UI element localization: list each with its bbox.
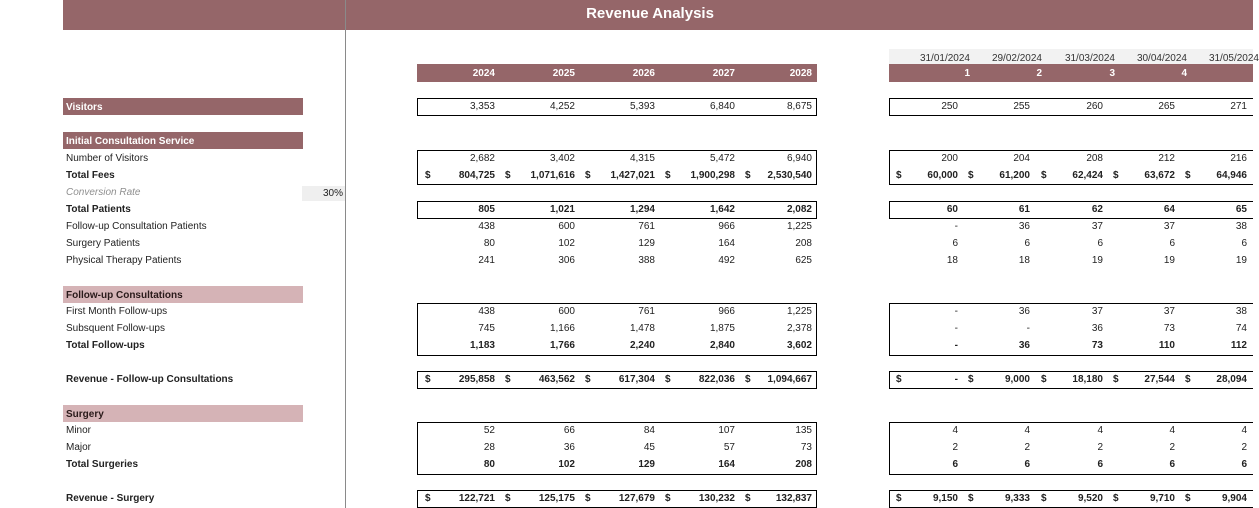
row-label-total-followups: Total Follow-ups	[66, 340, 145, 351]
monthly-cell-total-followups[interactable]: 73	[1091, 340, 1103, 351]
monthly-cell-subsequent-followups[interactable]: 73	[1163, 323, 1175, 334]
annual-cell-revenue-surgery[interactable]: 127,679	[618, 493, 655, 504]
annual-cell-total-fees[interactable]: 1,071,616	[530, 170, 575, 181]
monthly-cell-first-month-followups[interactable]: 38	[1235, 306, 1247, 317]
annual-cell-physical-therapy-patients[interactable]: 241	[478, 255, 495, 266]
monthly-cell-major[interactable]: 2	[1097, 442, 1103, 453]
currency-symbol: $	[425, 493, 431, 504]
row-label-physical-therapy-patients: Physical Therapy Patients	[66, 255, 182, 266]
monthly-cell-first-month-followups[interactable]: 37	[1163, 306, 1175, 317]
currency-symbol: $	[968, 374, 974, 385]
section-label-surgery: Surgery	[66, 409, 104, 420]
currency-symbol: $	[665, 374, 671, 385]
row-label-followup-consultation-patients: Follow-up Consultation Patients	[66, 221, 207, 232]
monthly-cell-followup-consultation-patients[interactable]: 37	[1091, 221, 1103, 232]
monthly-cell-minor[interactable]: 4	[1241, 425, 1247, 436]
annual-cell-number-of-visitors[interactable]: 5,472	[709, 153, 735, 164]
monthly-cell-surgery-patients[interactable]: 6	[1097, 238, 1103, 249]
annual-cell-visitors[interactable]: 4,252	[549, 101, 575, 112]
monthly-cell-subsequent-followups[interactable]: 74	[1235, 323, 1247, 334]
currency-symbol: $	[968, 493, 974, 504]
currency-symbol: $	[1185, 170, 1191, 181]
monthly-cell-number-of-visitors[interactable]: 216	[1230, 153, 1247, 164]
annual-cell-physical-therapy-patients[interactable]: 625	[795, 255, 812, 266]
monthly-cell-minor[interactable]: 4	[1169, 425, 1175, 436]
annual-cell-surgery-patients[interactable]: 208	[795, 238, 812, 249]
monthly-cell-minor[interactable]: 4	[1024, 425, 1030, 436]
monthly-cell-total-followups[interactable]: 112	[1230, 340, 1247, 351]
monthly-cell-total-surgeries[interactable]: 6	[952, 459, 958, 470]
annual-cell-physical-therapy-patients[interactable]: 492	[718, 255, 735, 266]
currency-symbol: $	[425, 170, 431, 181]
page-title: Revenue Analysis	[586, 5, 714, 22]
period-number: 1	[964, 68, 970, 79]
row-label-total-patients: Total Patients	[66, 204, 131, 215]
monthly-cell-visitors[interactable]: 260	[1086, 101, 1103, 112]
annual-cell-total-surgeries[interactable]: 208	[795, 459, 812, 470]
monthly-cell-physical-therapy-patients[interactable]: 19	[1235, 255, 1247, 266]
period-date: 30/04/2024	[1136, 53, 1187, 64]
monthly-cell-revenue-followup[interactable]: 28,094	[1216, 374, 1247, 385]
annual-cell-first-month-followups[interactable]: 1,225	[786, 306, 812, 317]
annual-cell-major[interactable]: 45	[643, 442, 655, 453]
row-label-revenue-followup: Revenue - Follow-up Consultations	[66, 374, 234, 385]
annual-cell-revenue-surgery[interactable]: 130,232	[698, 493, 735, 504]
monthly-cell-physical-therapy-patients[interactable]: 19	[1091, 255, 1103, 266]
currency-symbol: $	[505, 493, 511, 504]
currency-symbol: $	[1185, 493, 1191, 504]
annual-cell-number-of-visitors[interactable]: 4,315	[629, 153, 655, 164]
period-date: 29/02/2024	[991, 53, 1042, 64]
monthly-cell-subsequent-followups[interactable]: -	[954, 323, 958, 334]
monthly-cell-major[interactable]: 2	[1241, 442, 1247, 453]
year-header: 2024	[472, 68, 495, 79]
annual-cell-total-surgeries[interactable]: 164	[718, 459, 735, 470]
conversion-rate-value[interactable]: 30%	[322, 188, 343, 199]
annual-cell-total-followups[interactable]: 2,840	[709, 340, 735, 351]
row-label-number-of-visitors: Number of Visitors	[66, 153, 149, 164]
annual-cell-minor[interactable]: 107	[718, 425, 735, 436]
row-label-revenue-surgery: Revenue - Surgery	[66, 493, 155, 504]
currency-symbol: $	[745, 493, 751, 504]
monthly-cell-major[interactable]: 2	[1169, 442, 1175, 453]
row-label-total-fees: Total Fees	[66, 170, 115, 181]
annual-cell-total-patients[interactable]: 2,082	[786, 204, 812, 215]
annual-cell-revenue-followup[interactable]: 617,304	[618, 374, 655, 385]
row-group-box	[889, 422, 1253, 475]
annual-cell-total-followups[interactable]: 1,766	[549, 340, 575, 351]
row-label-minor: Minor	[66, 425, 92, 436]
monthly-cell-physical-therapy-patients[interactable]: 19	[1163, 255, 1175, 266]
monthly-cell-subsequent-followups[interactable]: 36	[1091, 323, 1103, 334]
monthly-cell-number-of-visitors[interactable]: 200	[941, 153, 958, 164]
annual-cell-revenue-followup[interactable]: 1,094,667	[767, 374, 812, 385]
annual-cell-total-surgeries[interactable]: 80	[483, 459, 495, 470]
monthly-cell-visitors[interactable]: 250	[941, 101, 958, 112]
annual-cell-total-followups[interactable]: 1,183	[469, 340, 495, 351]
row-label-conversion-rate: Conversion Rate	[66, 187, 141, 198]
annual-cell-number-of-visitors[interactable]: 2,682	[469, 153, 495, 164]
row-label-surgery-patients: Surgery Patients	[66, 238, 140, 249]
monthly-cell-visitors[interactable]: 271	[1230, 101, 1247, 112]
currency-symbol: $	[505, 374, 511, 385]
annual-cell-surgery-patients[interactable]: 164	[718, 238, 735, 249]
annual-cell-physical-therapy-patients[interactable]: 388	[638, 255, 655, 266]
annual-cell-total-fees[interactable]: 1,900,298	[690, 170, 735, 181]
monthly-cell-followup-consultation-patients[interactable]: 36	[1018, 221, 1030, 232]
year-header: 2025	[552, 68, 575, 79]
currency-symbol: $	[1113, 493, 1119, 504]
monthly-cell-total-surgeries[interactable]: 6	[1241, 459, 1247, 470]
monthly-cell-minor[interactable]: 4	[952, 425, 958, 436]
monthly-cell-first-month-followups[interactable]: 36	[1018, 306, 1030, 317]
annual-cell-revenue-followup[interactable]: 822,036	[698, 374, 735, 385]
monthly-cell-revenue-followup[interactable]: 27,544	[1144, 374, 1175, 385]
monthly-cell-total-patients[interactable]: 61	[1018, 204, 1030, 215]
annual-cell-minor[interactable]: 52	[483, 425, 495, 436]
monthly-cell-total-surgeries[interactable]: 6	[1097, 459, 1103, 470]
monthly-cell-major[interactable]: 2	[1024, 442, 1030, 453]
monthly-cell-first-month-followups[interactable]: 37	[1091, 306, 1103, 317]
annual-cell-surgery-patients[interactable]: 129	[638, 238, 655, 249]
annual-cell-followup-consultation-patients[interactable]: 761	[638, 221, 655, 232]
monthly-cell-major[interactable]: 2	[952, 442, 958, 453]
currency-symbol: $	[505, 170, 511, 181]
monthly-cell-total-surgeries[interactable]: 6	[1169, 459, 1175, 470]
currency-symbol: $	[1113, 374, 1119, 385]
currency-symbol: $	[1041, 170, 1047, 181]
annual-cell-first-month-followups[interactable]: 600	[558, 306, 575, 317]
annual-cell-surgery-patients[interactable]: 102	[558, 238, 575, 249]
monthly-cell-total-patients[interactable]: 62	[1091, 204, 1103, 215]
section-label-followup-consultations: Follow-up Consultations	[66, 290, 183, 301]
annual-cell-visitors[interactable]: 5,393	[629, 101, 655, 112]
annual-cell-visitors[interactable]: 6,840	[709, 101, 735, 112]
annual-cell-physical-therapy-patients[interactable]: 306	[558, 255, 575, 266]
year-header: 2026	[632, 68, 655, 79]
monthly-cell-surgery-patients[interactable]: 6	[1241, 238, 1247, 249]
monthly-cell-revenue-surgery[interactable]: 9,333	[1004, 493, 1030, 504]
monthly-cell-revenue-surgery[interactable]: 9,710	[1149, 493, 1175, 504]
monthly-cell-total-fees[interactable]: 64,946	[1216, 170, 1247, 181]
currency-symbol: $	[1041, 493, 1047, 504]
annual-cell-number-of-visitors[interactable]: 3,402	[549, 153, 575, 164]
monthly-cell-visitors[interactable]: 265	[1158, 101, 1175, 112]
monthly-cell-total-fees[interactable]: 62,424	[1072, 170, 1103, 181]
annual-cell-subsequent-followups[interactable]: 1,875	[709, 323, 735, 334]
currency-symbol: $	[896, 374, 902, 385]
annual-cell-total-patients[interactable]: 1,021	[549, 204, 575, 215]
currency-symbol: $	[1185, 374, 1191, 385]
monthly-cell-minor[interactable]: 4	[1097, 425, 1103, 436]
annual-cell-revenue-followup[interactable]: 295,858	[458, 374, 495, 385]
annual-cell-minor[interactable]: 135	[795, 425, 812, 436]
monthly-cell-revenue-followup[interactable]: 9,000	[1004, 374, 1030, 385]
annual-cell-first-month-followups[interactable]: 966	[718, 306, 735, 317]
annual-cell-first-month-followups[interactable]: 438	[478, 306, 495, 317]
currency-symbol: $	[745, 374, 751, 385]
annual-cell-total-patients[interactable]: 805	[478, 204, 495, 215]
monthly-cell-total-followups[interactable]: 110	[1158, 340, 1175, 351]
monthly-cell-followup-consultation-patients[interactable]: 37	[1163, 221, 1175, 232]
period-number: 4	[1181, 68, 1187, 79]
annual-cell-followup-consultation-patients[interactable]: 438	[478, 221, 495, 232]
currency-symbol: $	[968, 170, 974, 181]
period-date: 31/03/2024	[1064, 53, 1115, 64]
row-group-box	[417, 150, 817, 185]
annual-cell-total-fees[interactable]: 1,427,021	[610, 170, 655, 181]
monthly-cell-total-surgeries[interactable]: 6	[1024, 459, 1030, 470]
currency-symbol: $	[585, 170, 591, 181]
period-number: 2	[1036, 68, 1042, 79]
monthly-cell-revenue-followup[interactable]: -	[954, 374, 958, 385]
monthly-cell-number-of-visitors[interactable]: 208	[1086, 153, 1103, 164]
annual-cell-revenue-surgery[interactable]: 132,837	[775, 493, 812, 504]
currency-symbol: $	[665, 170, 671, 181]
monthly-cell-total-patients[interactable]: 65	[1235, 204, 1247, 215]
monthly-cell-total-followups[interactable]: -	[954, 340, 958, 351]
monthly-cell-visitors[interactable]: 255	[1013, 101, 1030, 112]
monthly-cell-revenue-surgery[interactable]: 9,520	[1077, 493, 1103, 504]
row-group-box	[417, 422, 817, 475]
section-label-initial-consultation: Initial Consultation Service	[66, 136, 195, 147]
annual-cell-visitors[interactable]: 3,353	[469, 101, 495, 112]
row-label-subsequent-followups: Subsquent Follow-ups	[66, 323, 165, 334]
period-number: 3	[1109, 68, 1115, 79]
annual-cell-total-followups[interactable]: 3,602	[786, 340, 812, 351]
column-divider	[345, 0, 346, 508]
monthly-cell-first-month-followups[interactable]: -	[954, 306, 958, 317]
year-header: 2028	[789, 68, 812, 79]
year-header: 2027	[712, 68, 735, 79]
currency-symbol: $	[665, 493, 671, 504]
section-label-visitors: Visitors	[66, 102, 103, 113]
annual-cell-subsequent-followups[interactable]: 2,378	[786, 323, 812, 334]
currency-symbol: $	[425, 374, 431, 385]
annual-cell-followup-consultation-patients[interactable]: 966	[718, 221, 735, 232]
currency-symbol: $	[585, 374, 591, 385]
annual-cell-total-fees[interactable]: 2,530,540	[767, 170, 812, 181]
annual-cell-minor[interactable]: 84	[643, 425, 655, 436]
monthly-cell-number-of-visitors[interactable]: 212	[1158, 153, 1175, 164]
period-date: 31/01/2024	[919, 53, 970, 64]
annual-cell-total-surgeries[interactable]: 102	[558, 459, 575, 470]
annual-cell-total-fees[interactable]: 804,725	[458, 170, 495, 181]
monthly-cell-surgery-patients[interactable]: 6	[952, 238, 958, 249]
annual-cell-number-of-visitors[interactable]: 6,940	[786, 153, 812, 164]
monthly-cell-total-patients[interactable]: 64	[1163, 204, 1175, 215]
annual-cell-minor[interactable]: 66	[563, 425, 575, 436]
currency-symbol: $	[585, 493, 591, 504]
annual-cell-total-patients[interactable]: 1,642	[709, 204, 735, 215]
annual-cell-total-followups[interactable]: 2,240	[629, 340, 655, 351]
monthly-cell-physical-therapy-patients[interactable]: 18	[946, 255, 958, 266]
monthly-cell-surgery-patients[interactable]: 6	[1169, 238, 1175, 249]
monthly-cell-followup-consultation-patients[interactable]: 38	[1235, 221, 1247, 232]
currency-symbol: $	[1041, 374, 1047, 385]
monthly-cell-total-patients[interactable]: 60	[946, 204, 958, 215]
annual-cell-revenue-surgery[interactable]: 125,175	[538, 493, 575, 504]
row-group-box	[889, 150, 1253, 185]
annual-cell-subsequent-followups[interactable]: 1,478	[629, 323, 655, 334]
period-number: 5	[1253, 68, 1259, 79]
period-date: 31/05/2024	[1208, 53, 1259, 64]
monthly-cell-total-fees[interactable]: 61,200	[999, 170, 1030, 181]
annual-cell-followup-consultation-patients[interactable]: 600	[558, 221, 575, 232]
annual-cell-major[interactable]: 36	[563, 442, 575, 453]
annual-cell-major[interactable]: 73	[800, 442, 812, 453]
annual-cell-first-month-followups[interactable]: 761	[638, 306, 655, 317]
currency-symbol: $	[745, 170, 751, 181]
row-label-first-month-followups: First Month Follow-ups	[66, 306, 168, 317]
annual-cell-major[interactable]: 57	[723, 442, 735, 453]
row-group-box	[889, 303, 1253, 356]
annual-cell-total-surgeries[interactable]: 129	[638, 459, 655, 470]
row-label-total-surgeries: Total Surgeries	[66, 459, 139, 470]
monthly-cell-physical-therapy-patients[interactable]: 18	[1018, 255, 1030, 266]
monthly-cell-revenue-surgery[interactable]: 9,150	[932, 493, 958, 504]
monthly-cell-revenue-surgery[interactable]: 9,904	[1221, 493, 1247, 504]
currency-symbol: $	[1113, 170, 1119, 181]
row-label-major: Major	[66, 442, 92, 453]
annual-cell-major[interactable]: 28	[483, 442, 495, 453]
annual-cell-subsequent-followups[interactable]: 745	[478, 323, 495, 334]
monthly-cell-followup-consultation-patients[interactable]: -	[954, 221, 958, 232]
monthly-cell-number-of-visitors[interactable]: 204	[1013, 153, 1030, 164]
annual-cell-revenue-surgery[interactable]: 122,721	[458, 493, 495, 504]
monthly-cell-total-followups[interactable]: 36	[1018, 340, 1030, 351]
monthly-cell-revenue-followup[interactable]: 18,180	[1072, 374, 1103, 385]
annual-cell-followup-consultation-patients[interactable]: 1,225	[786, 221, 812, 232]
annual-cell-visitors[interactable]: 8,675	[786, 101, 812, 112]
annual-cell-total-patients[interactable]: 1,294	[629, 204, 655, 215]
currency-symbol: $	[896, 170, 902, 181]
annual-cell-surgery-patients[interactable]: 80	[483, 238, 495, 249]
annual-cell-subsequent-followups[interactable]: 1,166	[549, 323, 575, 334]
monthly-cell-surgery-patients[interactable]: 6	[1024, 238, 1030, 249]
monthly-cell-subsequent-followups[interactable]: -	[1026, 323, 1030, 334]
annual-cell-revenue-followup[interactable]: 463,562	[538, 374, 575, 385]
monthly-cell-total-fees[interactable]: 60,000	[927, 170, 958, 181]
row-group-box	[417, 303, 817, 356]
currency-symbol: $	[896, 493, 902, 504]
monthly-cell-total-fees[interactable]: 63,672	[1144, 170, 1175, 181]
